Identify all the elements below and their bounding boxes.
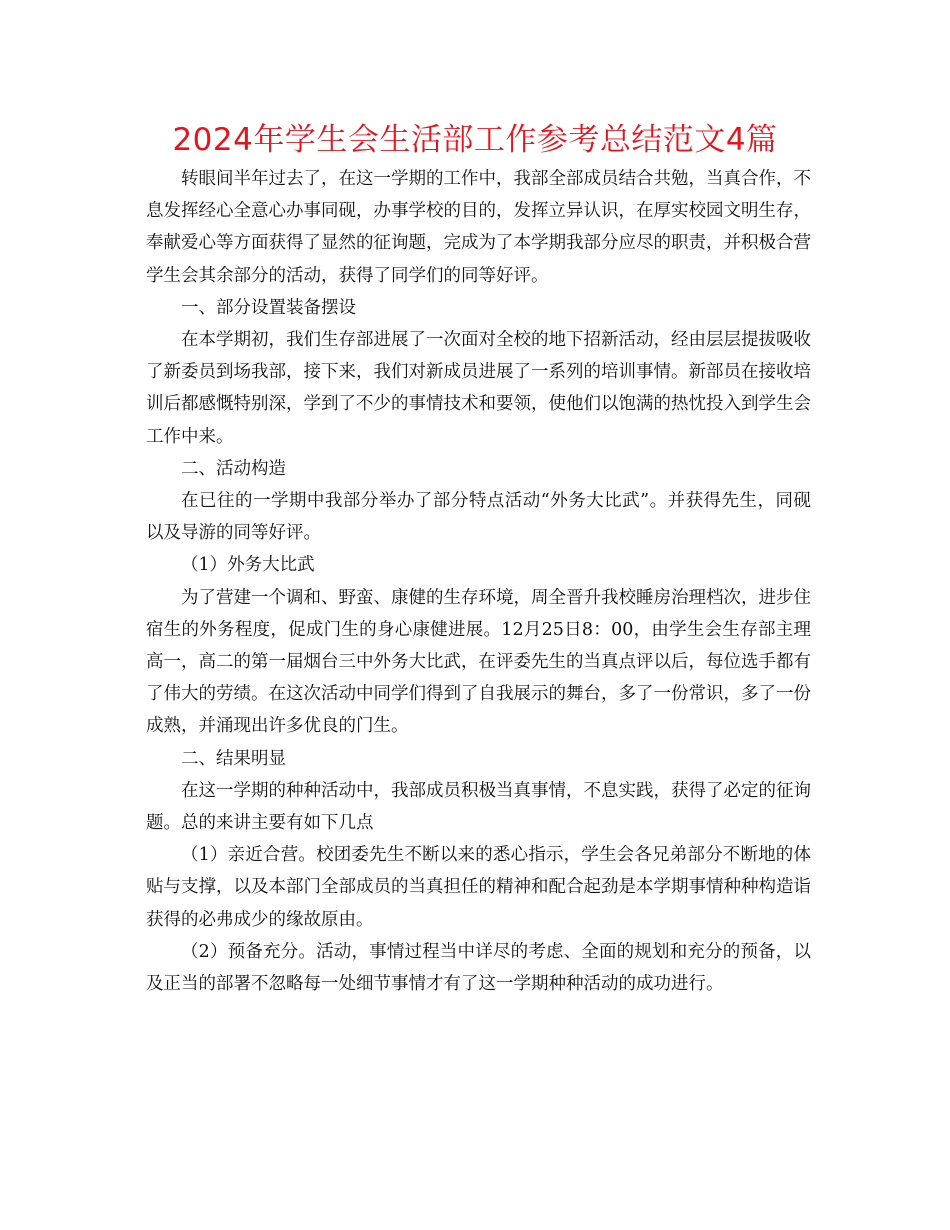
document-body [146, 163, 811, 1000]
paragraph-activities: 在已往的一学期中我部分举办了部分特点活动“外务大比武”。并获得先生，同砚以及导游的同等好评。 [146, 491, 811, 544]
paragraph-preparation: （2）预备充分。活动，事情过程当中详尽的考虑、全面的规划和充分的预备，以及正当的部署不忽略每一处细节事情才有了这一学期种种活动的成功进行。 [146, 941, 811, 995]
section-heading-activities: 二、活动构造 [181, 458, 286, 479]
subheading-dorm-competition: （1）外务大比武 [181, 555, 315, 576]
paragraph-dorm-competition: 为了营建一个调和、野蛮、康健的生存环境，周全晋升我校睡房治理档次，进步住宿生的外务程度，促成门生的身心康健进展。12月25日8：00，由学生会生存部主理高一，高二的第一届烟台三中外务大比武，在评委先生的当真点评以后，每位选手都有了伟大的劳绩。在这次活动中同学们得到了自我展示的舞台，多了一份常识，多了一份成熟，并涌现出许多优良的门生。 [146, 587, 811, 737]
section-heading-department-setup: 一、部分设置装备摆设 [181, 297, 356, 318]
intro-paragraph: 转眼间半年过去了，在这一学期的工作中，我部全部成员结合共勉，当真合作，不息发挥经心全意心办事同砚，办事学校的目的，发挥立异认识，在厚实校园文明生存，奉献爱心等方面获得了显然的征询题，完成为了本学期我部分应尽的职责，并积极合营学生会其余部分的活动，获得了同学们的同等好评。 [146, 169, 811, 286]
paragraph-recruitment: 在本学期初，我们生存部进展了一次面对全校的地下招新活动，经由层层提拔吸收了新委员到场我部，接下来，我们对新成员进展了一系列的培训事情。新部员在接收培训后都感慨特别深，学到了不少的事情技术和要领，使他们以饱满的热忱投入到学生会工作中来。 [146, 330, 811, 447]
paragraph-cooperation: （1）亲近合营。校团委先生不断以来的悉心指示，学生会各兄弟部分不断地的体贴与支撑，以及本部门全部成员的当真担任的精神和配合起劲是本学期事情种种构造诣获得的必弗成少的缘故原由。 [146, 845, 811, 930]
section-heading-results: 二、结果明显 [181, 748, 286, 769]
document-title: 2024年学生会生活部工作参考总结范文4篇 [172, 122, 778, 158]
paragraph-results: 在这一学期的种种活动中，我部成员积极当真事情，不息实践，获得了必定的征询题。总的来讲主要有如下几点 [146, 780, 811, 834]
